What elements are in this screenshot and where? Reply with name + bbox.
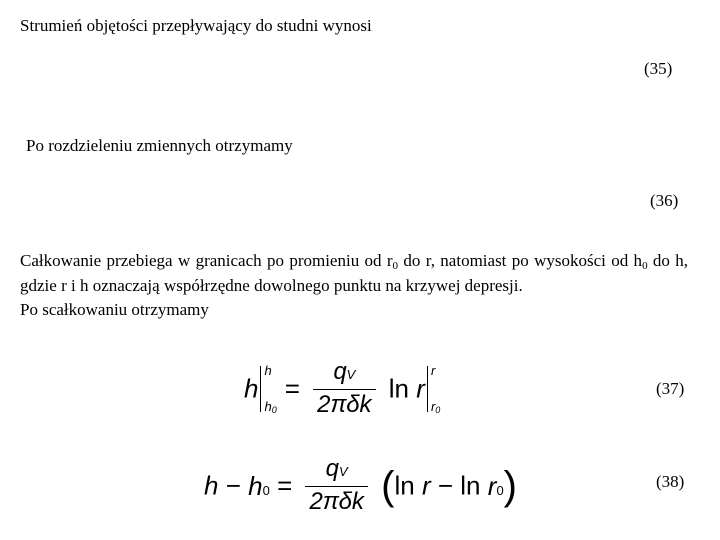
f37-numerator [313, 358, 375, 390]
f38-equals: = [277, 470, 293, 501]
formula-38 [204, 455, 517, 517]
f38-minus-2: − [437, 470, 454, 501]
f38-num-sub: V [339, 464, 348, 479]
intro-line-separation: Po rozdzieleniu zmiennych otrzymamy [26, 136, 293, 155]
f37-lhs-upper: h [264, 363, 272, 378]
f38-ln-2: ln [460, 470, 481, 501]
f38-denominator: 2πδk [309, 488, 364, 515]
f37-lhs: h [244, 373, 259, 404]
f38-r0-text: r [487, 470, 497, 501]
intro-line-flow: Strumień objętości przepływający do studni wynosi [20, 16, 372, 35]
f38-r0-sub: 0 [496, 482, 504, 498]
f37-r: r [416, 373, 425, 404]
equation-number-38: (38) [656, 472, 685, 491]
f38-close-paren: ) [503, 464, 517, 508]
para-text-c: do h, gdzie r i h oznaczają współrzędne dowolnego punktu na krzywej depresji. [20, 251, 688, 295]
f37-rhs-upper: r [430, 363, 436, 378]
f37-rhs-lower [431, 400, 440, 414]
f37-lhs-lower-sub: 0 [271, 405, 277, 415]
f38-num-q: q [325, 455, 340, 482]
f37-num-q: q [333, 358, 347, 385]
f38-h0-text: h [248, 470, 263, 501]
equation-number-36: (36) [650, 191, 679, 210]
para-sub-r0: 0 [392, 260, 399, 272]
para-text-b: do r, natomiast po wysokości od h [398, 251, 643, 270]
f38-h: h [204, 470, 219, 501]
f37-num-sub: V [346, 367, 356, 382]
f37-fraction [313, 358, 375, 420]
f38-h0-sub: 0 [262, 482, 270, 498]
f38-minus: − [225, 470, 241, 501]
after-integration-line: Po scałkowaniu otrzymamy [20, 300, 209, 319]
f38-open-paren: ( [381, 464, 395, 508]
f38-ln-1: ln [394, 470, 415, 501]
f38-numerator [305, 455, 367, 487]
f37-lhs-lower [264, 400, 276, 414]
f37-equals: = [284, 373, 300, 404]
f38-h0 [248, 471, 270, 501]
f37-rhs-lower-sub: 0 [435, 405, 441, 415]
f38-r: r [421, 470, 431, 501]
f37-lhs-lower-text: h [264, 399, 272, 414]
f38-fraction [305, 455, 367, 517]
integration-paragraph [20, 249, 688, 323]
f37-eval-bar-left [260, 363, 277, 415]
f37-denominator: 2πδk [317, 391, 372, 418]
para-text-a: Całkowanie przebiega w granicach po promieniu od r [20, 251, 393, 270]
f38-r0 [488, 471, 504, 501]
f37-rhs-lower-text: r [430, 399, 436, 414]
f37-eval-bar-right [427, 363, 444, 415]
equation-number-35: (35) [644, 59, 673, 78]
f37-ln: ln [388, 373, 410, 404]
para-sub-h0: 0 [642, 260, 648, 272]
formula-37 [244, 358, 444, 420]
equation-number-37: (37) [656, 379, 685, 398]
